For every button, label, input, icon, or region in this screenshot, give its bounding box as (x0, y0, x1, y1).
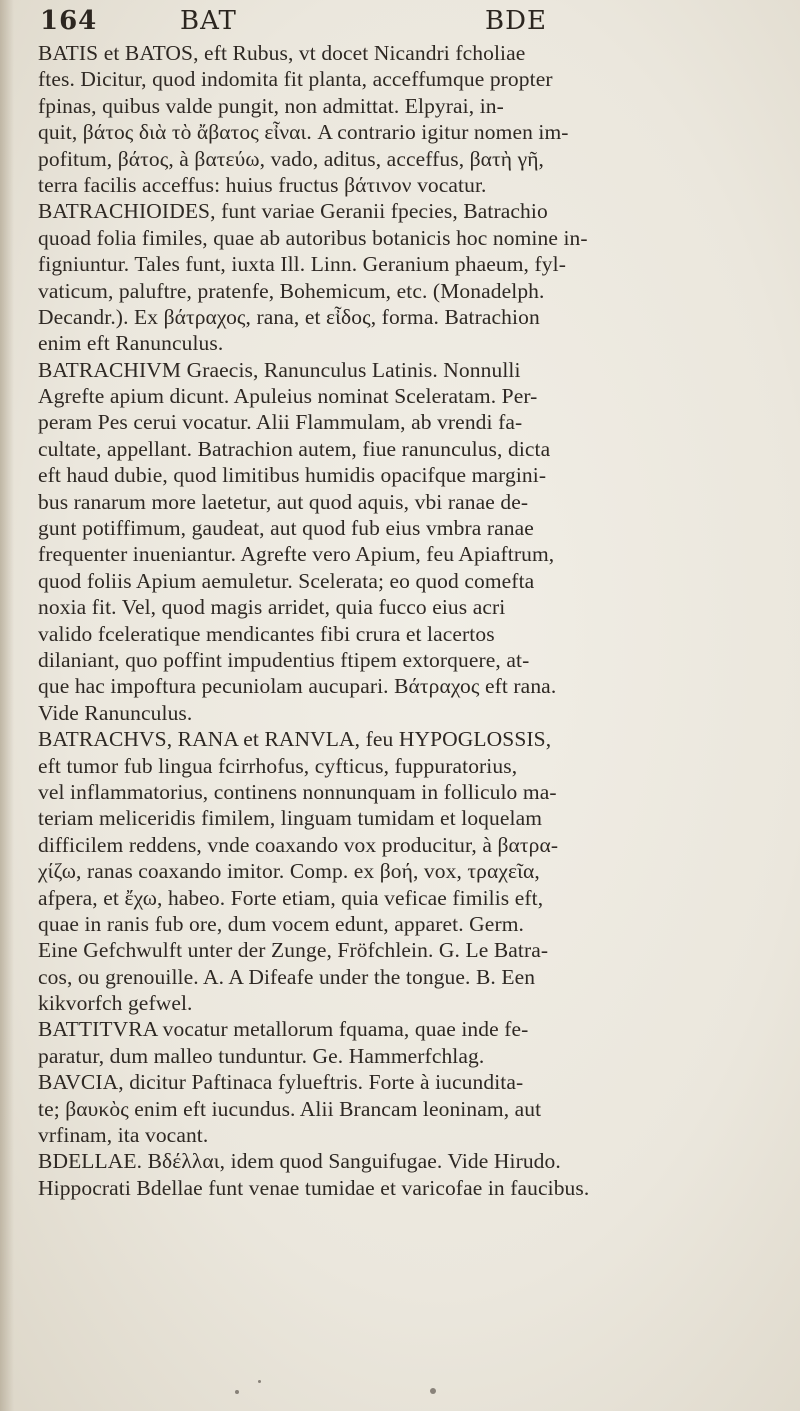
text-line: BATRACHIOIDES, funt variae Geranii fpecies, Batrachio (38, 199, 548, 224)
text-line: frequenter inueniantur. Agrefte vero Apium, feu Apiaftrum, (38, 542, 555, 567)
text-line: Decandr.). Ex βάτραχος, rana, et εἶδος, forma. Batrachion (38, 304, 540, 329)
ink-fleck (430, 1388, 436, 1394)
text-line: quod foliis Apium aemuletur. Scelerata; eo quod comefta (38, 568, 535, 593)
text-line: cos, ou grenouille. A. A Difeafe under the tongue. B. Een (38, 964, 536, 989)
text-line: eft haud dubie, quod limitibus humidis opacifque margini- (38, 463, 547, 488)
text-line: noxia fit. Vel, quod magis arridet, quia fucco eius acri (38, 595, 506, 620)
text-line: vaticum, paluftre, pratenfe, Bohemicum, etc. (Monadelph. (38, 278, 545, 303)
text-line: Eine Gefchwulft unter der Zunge, Fröfchlein. G. Le Batra- (38, 938, 549, 963)
page-edge-shadow (0, 0, 14, 1411)
text-line: quit, βάτος διὰ τὸ ἄβατος εἶναι. A contrario igitur nomen im- (38, 120, 569, 145)
running-header (40, 6, 760, 36)
running-head-left: BAT (180, 6, 237, 36)
text-line: difficilem reddens, vnde coaxando vox producitur, à βατρα- (38, 832, 559, 857)
ink-fleck (258, 1380, 261, 1383)
text-line: χίζω, ranas coaxando imitor. Comp. ex βοή, vox, τραχεῖα, (38, 859, 540, 884)
text-line: valido fceleratique mendicantes fibi crura et lacertos (38, 621, 495, 646)
text-line: dilaniant, quo poffint impudentius ftipem extorquere, at- (38, 647, 530, 672)
text-line: kikvorfch gefwel. (38, 991, 193, 1016)
text-line: BATIS et BATOS, eft Rubus, vt docet Nicandri fcholiae (38, 41, 526, 65)
page-number: 164 (40, 6, 98, 36)
text-line: BDELLAE. Βδέλλαι, idem quod Sanguifugae. Vide Hirudo. (38, 1149, 561, 1174)
text-line: te; βαυκὸς enim eft iucundus. Alii Brancam leoninam, aut (38, 1096, 542, 1121)
text-line: Hippocrati Bdellae funt venae tumidae et varicofae in faucibus. (38, 1175, 590, 1200)
text-line: paratur, dum malleo tunduntur. Ge. Hammerfchlag. (38, 1043, 485, 1068)
text-line: BATRACHIVM Graecis, Ranunculus Latinis. Nonnulli (38, 357, 521, 382)
text-line: terra facilis acceffus: huius fructus βάτινον vocatur. (38, 172, 487, 197)
ink-fleck (235, 1390, 239, 1394)
text-line: quoad folia fimiles, quae ab autoribus botanicis hoc nomine in- (38, 225, 588, 250)
text-line: fpinas, quibus valde pungit, non admittat. Elpyrai, in- (38, 93, 504, 118)
text-line: que hac impoftura pecuniolam aucupari. Βάτραχος eft rana. (38, 674, 557, 699)
text-line: Vide Ranunculus. (38, 700, 193, 725)
text-line: afpera, et ἔχω, habeo. Forte etiam, quia veficae fimilis eft, (38, 885, 544, 910)
text-line: figniuntur. Tales funt, iuxta Ill. Linn. Geranium phaeum, fyl- (38, 252, 566, 277)
running-head-right: BDE (485, 6, 547, 36)
text-line: enim eft Ranunculus. (38, 331, 224, 356)
text-line: cultate, appellant. Batrachion autem, fiue ranunculus, dicta (38, 436, 551, 461)
text-line: quae in ranis fub ore, dum vocem edunt, apparet. Germ. (38, 911, 525, 936)
text-line: Agrefte apium dicunt. Apuleius nominat Sceleratam. Per- (38, 384, 538, 409)
dictionary-text (38, 40, 768, 1201)
text-line: eft tumor fub lingua fcirrhofus, cyfticus, fuppuratorius, (38, 753, 518, 778)
text-line: vrfinam, ita vocant. (38, 1123, 209, 1148)
text-line: BATTITVRA vocatur metallorum fquama, quae inde fe- (38, 1017, 529, 1042)
text-line: BAVCIA, dicitur Paftinaca fylueftris. Forte à iucundita- (38, 1070, 524, 1095)
text-line: gunt potiffimum, gaudeat, aut quod fub eius vmbra ranae (38, 516, 534, 541)
text-line: peram Pes cerui vocatur. Alii Flammulam, ab vrendi fa- (38, 410, 523, 435)
text-line: ftes. Dicitur, quod indomita fit planta, acceffumque propter (38, 67, 553, 92)
text-line: vel inflammatorius, continens nonnunquam in folliculo ma- (38, 779, 557, 804)
text-line: BATRACHVS, RANA et RANVLA, feu HYPOGLOSSIS, (38, 727, 552, 752)
text-line: pofitum, βάτος, à βατεύω, vado, aditus, acceffus, βατὴ γῆ, (38, 146, 545, 171)
text-line: teriam meliceridis fimilem, linguam tumidam et loquelam (38, 806, 543, 831)
text-line: bus ranarum more laetetur, aut quod aquis, vbi ranae de- (38, 489, 529, 514)
